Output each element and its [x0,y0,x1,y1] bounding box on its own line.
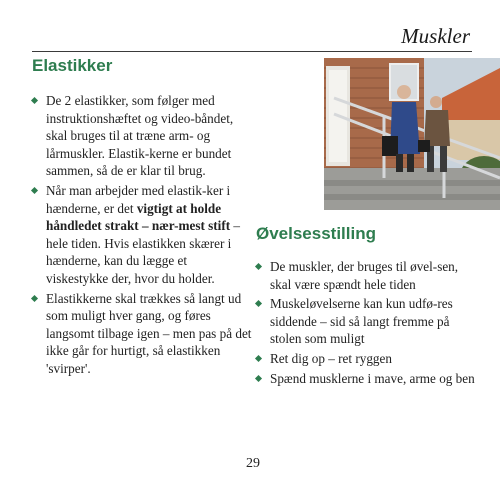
bullet-item [32,290,252,378]
bullet-item [32,182,252,288]
elastikker-section [32,54,252,380]
ovelsesstilling-section [256,224,476,389]
bullet-diamond-icon [31,294,38,301]
page-header-title: Muskler [401,24,470,48]
photo-elderly-couple-on-stairs [324,58,500,210]
section-heading-elastikker: Elastikker [32,56,113,75]
bullet-item [32,92,252,180]
bullet-text: Spænd musklerne i mave, arme og ben [270,370,475,386]
page-number: 29 [246,456,260,471]
bullet-diamond-icon [255,263,262,270]
bullet-diamond-icon [31,97,38,104]
bullet-text: De muskler, der bruges til øvel-sen, skal være spændt hele tiden [270,259,459,292]
bullet-diamond-icon [255,300,262,307]
bullet-item [256,258,476,293]
bullet-text-before: Når man arbejder med elastik-ker i hænderne, er det [46,182,231,216]
bullet-diamond-icon [255,355,262,362]
bullet-text: Ret dig op – ret ryggen [270,350,392,366]
bullet-text: Muskeløvelserne kan kun udfø-res siddende – sid så langt fremme på stolen som muligt [270,296,453,347]
bullet-diamond-icon [31,187,38,194]
bullet-item [256,350,476,368]
bullet-text: De 2 elastikker, som følger med instruktionshæftet og video-båndet, skal bruges til at træne arm- og lårmuskler. Elastik-kerne er bundet sammen, så de er klar til brug. [46,93,234,179]
bullet-text-after: – hele tiden. Hvis elastikken skærer i hænderne, kan du lægge et viskestykke der, hvor du holder. [46,218,241,286]
bullet-item [256,370,476,388]
bullet-text-bold: vigtigt at holde håndledet strakt – nær-mest stift [46,200,231,234]
elastikker-bullet-list [32,92,252,378]
section-heading-ovelsesstilling: Øvelsesstilling [256,224,376,243]
bullet-diamond-icon [255,375,262,382]
bullet-text: Elastikkerne skal trækkes så langt ud som muligt hver gang, og føres langsomt tilbage igen – men pas på det ikke går for hurtigt, så elastikken 'svirper'. [46,290,252,376]
bullet-item [256,295,476,348]
header-rule [32,51,472,52]
ovelsesstilling-bullet-list [256,258,476,387]
